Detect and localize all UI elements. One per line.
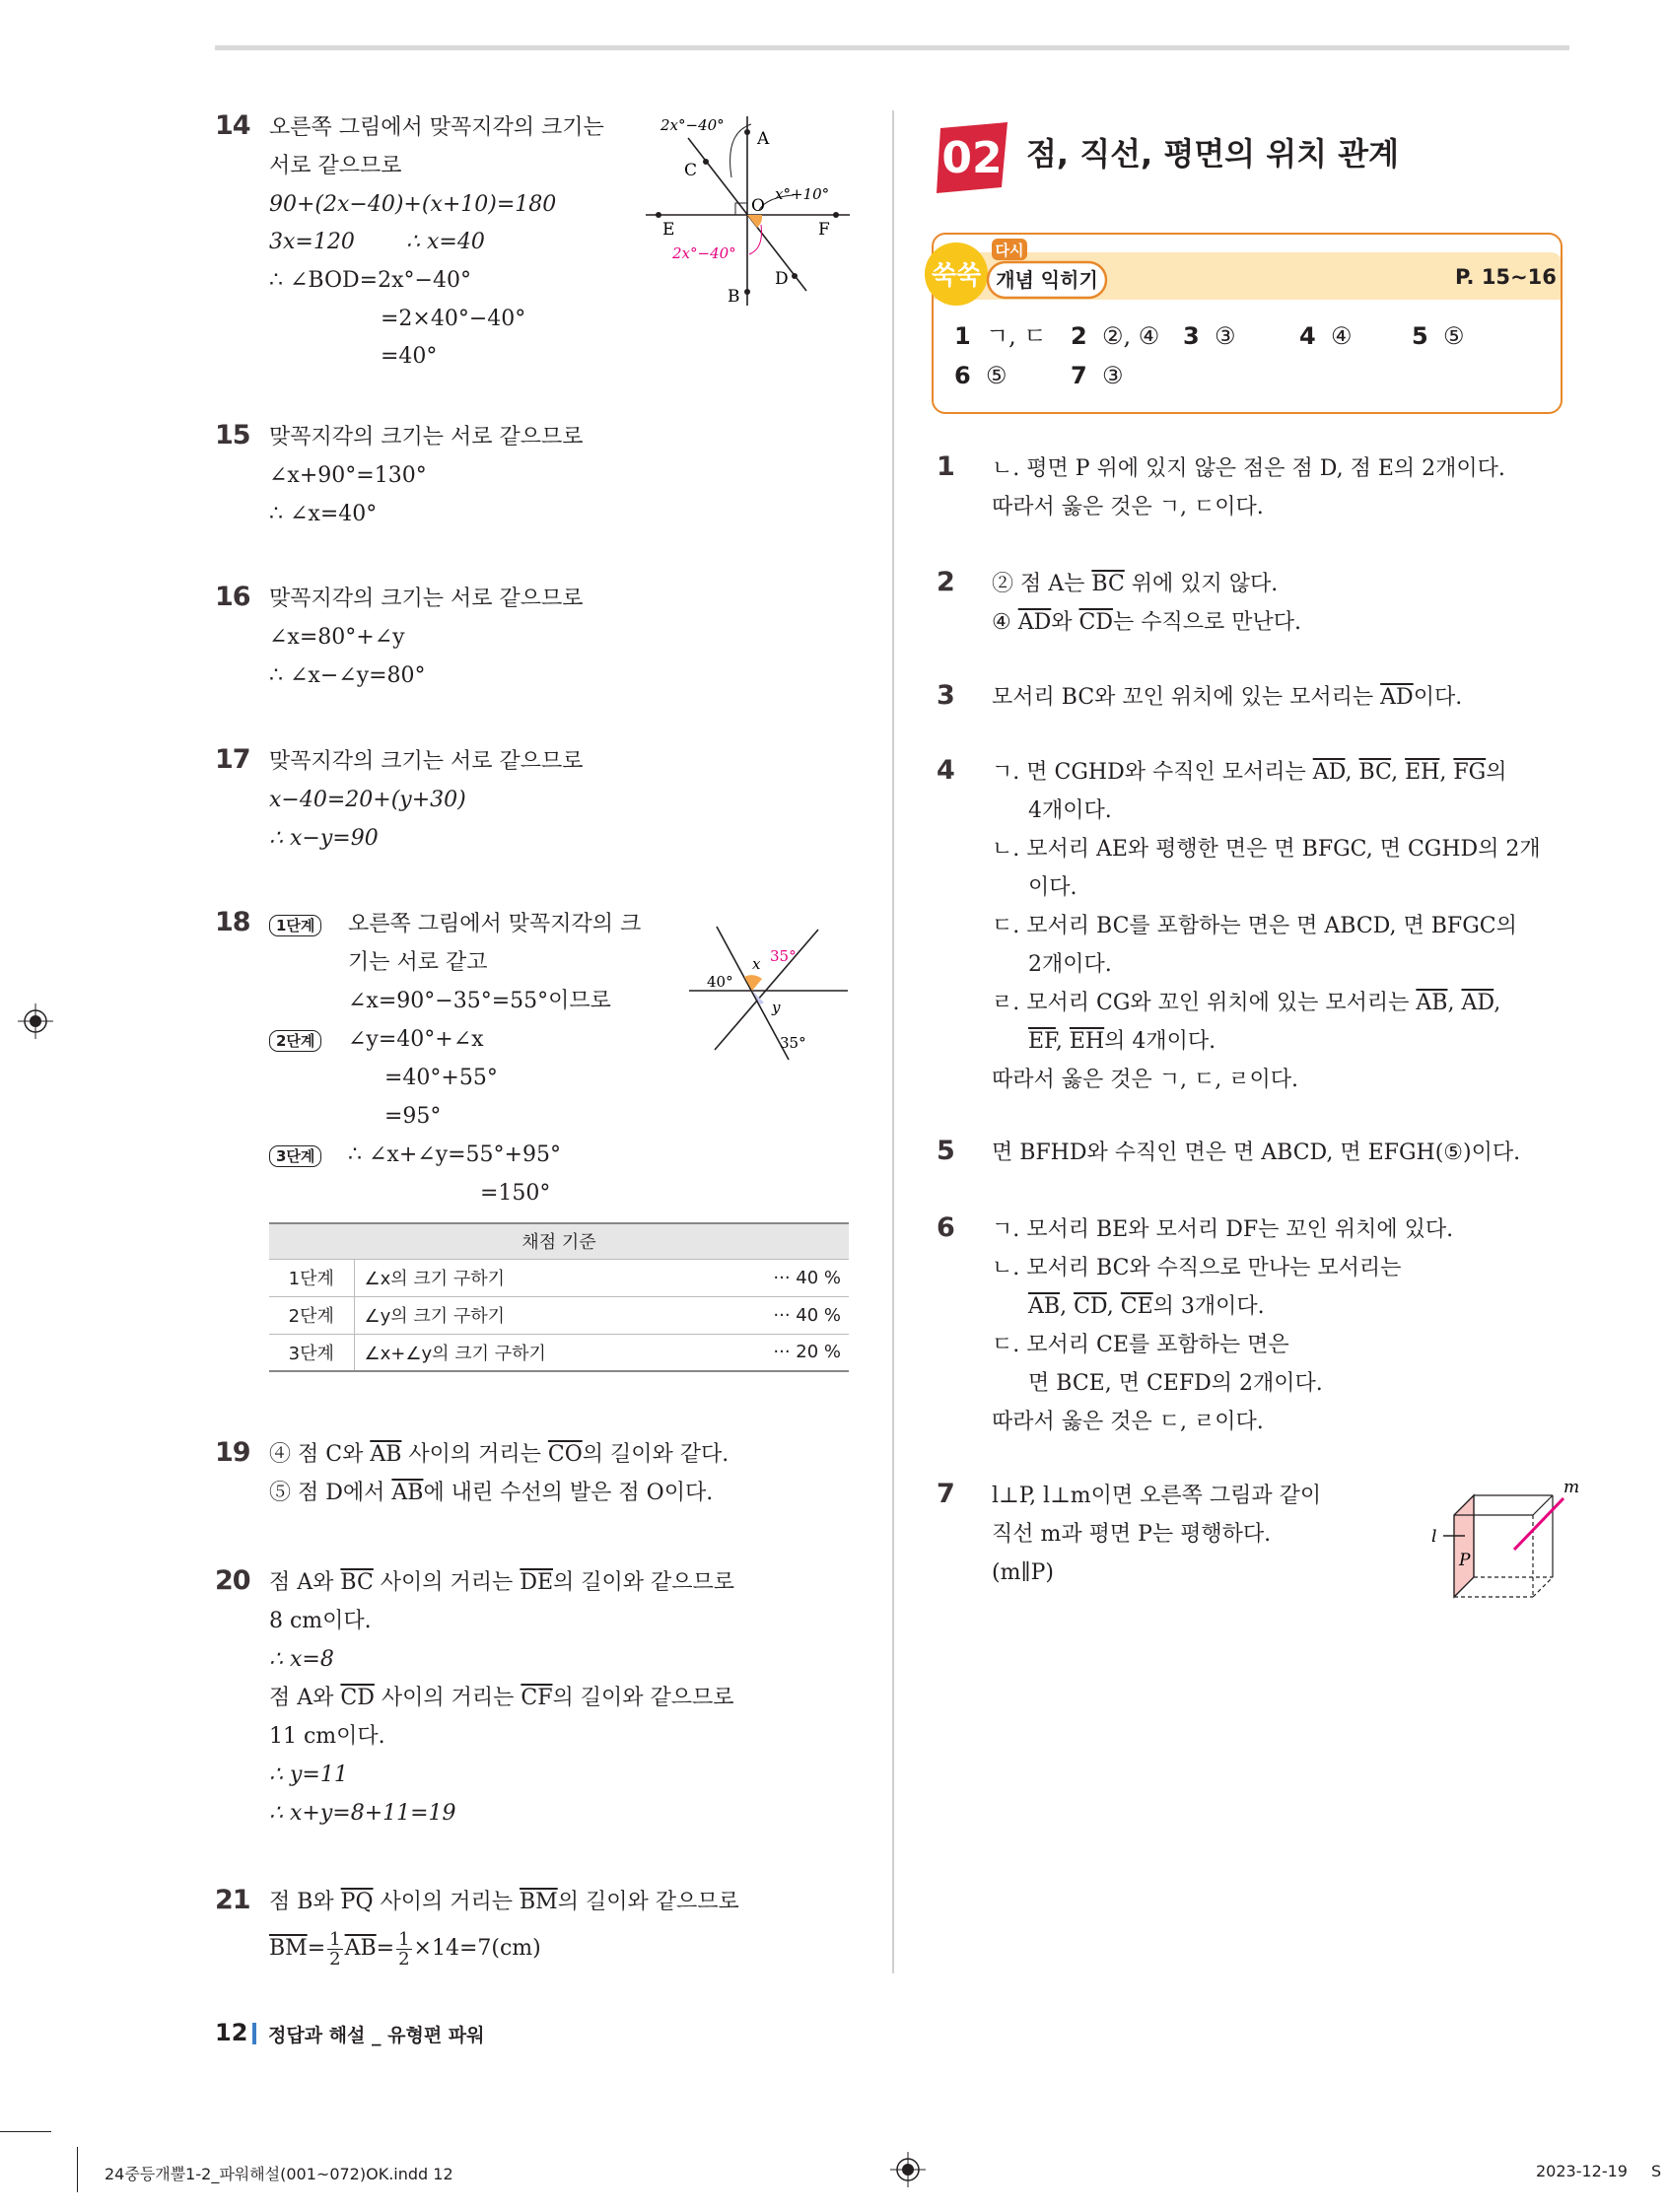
grading-table <box>269 1222 849 1372</box>
label-f: F <box>818 220 830 240</box>
equation-line: ∴ x=8 <box>269 1647 334 1672</box>
print-date: 2023-12-19 <box>1536 2162 1628 2180</box>
angle-label: 2x°−40° <box>672 244 736 262</box>
text-line: ② 점 A는 $\overline{BC}$ 위에 있지 않다. <box>992 572 1279 596</box>
problem-number: 19 <box>215 1437 250 1468</box>
equation-line: 90+(2x−40)+(x+10)=180 <box>269 192 557 217</box>
text-line: 11 cm이다. <box>269 1724 385 1749</box>
label-a: A <box>757 129 770 149</box>
equation-line: =40°+55° <box>384 1066 498 1090</box>
table-row <box>269 1334 849 1371</box>
step-tag: 2단계 <box>269 1030 321 1052</box>
text-line: 면 BFHD와 수직인 면은 면 ABCD, 면 EFGH(⑤)이다. <box>992 1141 1521 1165</box>
file-slug: 24중등개뿔1-2_파워해설(001~072)OK.indd 12 <box>104 2165 453 2183</box>
text-line: 맞꼭지각의 크기는 서로 같으므로 <box>269 425 584 449</box>
registration-mark-icon <box>18 1003 53 1039</box>
answer-item: 2 ②, ④ <box>1071 322 1160 350</box>
badge-label: 쑥쑥 <box>931 261 982 291</box>
equation-line: =150° <box>480 1181 551 1206</box>
angle-label: y <box>772 999 781 1016</box>
step-tag: 3단계 <box>269 1145 321 1167</box>
table-cell: ··· 40 % <box>740 1296 849 1334</box>
problem-number: 1 <box>937 451 954 482</box>
angle-label: x <box>752 955 761 973</box>
section-number-badge <box>933 118 1011 197</box>
text-line: ㄱ. 모서리 BE와 모서리 DF는 꼬인 위치에 있다. <box>992 1217 1454 1242</box>
problem-number: 20 <box>215 1565 250 1596</box>
label-d: D <box>775 269 789 289</box>
problem-number: 14 <box>215 110 250 141</box>
equation-line: $\overline{BM}=$ $\frac{1}{2}$ $\overline{AB}=$ $\frac{1}{2}$ ×14=7(cm) <box>269 1928 541 1970</box>
problem-number: 4 <box>937 755 954 786</box>
text-line: 점 B와 $\overline{PQ}$ 사이의 거리는 $\overline{BM}$의 길이와 같으므로 <box>269 1890 739 1914</box>
table-cell: 3단계 <box>269 1334 354 1371</box>
label-o: O <box>751 196 765 216</box>
table-cell: ∠x의 크기 구하기 <box>354 1259 740 1296</box>
text-line: 맞꼭지각의 크기는 서로 같으므로 <box>269 587 584 611</box>
registration-mark-icon <box>890 2152 926 2187</box>
figure-q7-cube <box>1420 1471 1580 1609</box>
edge-mark: S <box>1651 2162 1662 2180</box>
equation-line: ∴ y=11 <box>269 1763 348 1787</box>
text-line: ④ $\overline{AD}$와 $\overline{CD}$는 수직으로 만난다. <box>992 610 1301 635</box>
equation-line: 3x=120 <box>269 230 355 254</box>
text-line: ㄷ. 모서리 CE를 포함하는 면은 <box>992 1333 1289 1357</box>
angle-label: 2x°−40° <box>660 116 725 134</box>
page-number: 12 <box>215 2019 248 2046</box>
text-line: 기는 서로 같고 <box>348 950 488 975</box>
line-symbol: $\overline{BC}$ <box>340 1570 374 1595</box>
text-line: 서로 같으므로 <box>269 154 402 178</box>
text-line: ㄴ. 평면 P 위에 있지 않은 점은 점 D, 점 E의 2개이다. <box>992 456 1505 481</box>
problem-number: 2 <box>937 567 954 597</box>
line-symbol: $\overline{PQ}$ <box>340 1890 374 1914</box>
angle-label: 35° <box>780 1034 806 1052</box>
answer-item: 6 ⑤ <box>954 362 1008 389</box>
footer-bar <box>252 2023 256 2044</box>
problem-number: 3 <box>937 680 954 711</box>
text-line: 점 A와 $\overline{CD}$ 사이의 거리는 $\overline{CF}$의 길이와 같으므로 <box>269 1686 734 1710</box>
equation-line: ∴ ∠BOD=2x°−40° <box>269 268 471 293</box>
problem-number: 21 <box>215 1885 250 1915</box>
table-header: 채점 기준 <box>269 1223 849 1259</box>
figure-p14 <box>641 108 858 315</box>
table-cell: ··· 40 % <box>740 1259 849 1296</box>
equation-line: ∴ ∠x+∠y=55°+95° <box>348 1142 561 1167</box>
text-line: 오른쪽 그림에서 맞꼭지각의 크기는 <box>269 115 604 140</box>
text-line: ㄴ. 모서리 AE와 평행한 면은 면 BFGC, 면 CGHD의 2개 <box>992 837 1541 862</box>
section-title: 점, 직선, 평면의 위치 관계 <box>1026 135 1399 173</box>
angle-label: 35° <box>770 947 797 965</box>
text-line: ④ 점 C와 $\overline{AB}$ 사이의 거리는 $\overline{CO}$의 길이와 같다. <box>269 1442 730 1467</box>
text-line: $\overline{AB}$, $\overline{CD}$, $\overline{CE}$의 3개이다. <box>1028 1294 1265 1319</box>
problem-number: 7 <box>937 1479 954 1509</box>
table-cell: ··· 20 % <box>740 1334 849 1371</box>
line-symbol: $\overline{BC}$ <box>1091 572 1125 596</box>
step-tag: 1단계 <box>269 915 321 936</box>
text-line: (m∥P) <box>992 1560 1054 1585</box>
problem-number: 5 <box>937 1136 954 1166</box>
text-line: 2개이다. <box>1028 952 1112 977</box>
line-symbol: $\overline{AB}$ <box>391 1481 424 1505</box>
text-line: 오른쪽 그림에서 맞꼭지각의 크 <box>348 912 642 936</box>
answer-item: 7 ③ <box>1071 362 1124 389</box>
text-line: 8 cm이다. <box>269 1609 372 1633</box>
line-symbol: $\overline{CD}$ <box>1078 610 1113 635</box>
text-line: ㄴ. 모서리 BC와 수직으로 만나는 모서리는 <box>992 1256 1402 1280</box>
equation-line: ∴ ∠x−∠y=80° <box>269 663 426 688</box>
label-p: P <box>1459 1551 1471 1570</box>
label-m: m <box>1564 1478 1580 1497</box>
badge-group <box>917 229 1114 308</box>
line-symbol: $\overline{CD}$ <box>340 1686 375 1710</box>
problem-number: 17 <box>215 744 250 775</box>
answer-item: 1 ㄱ, ㄷ <box>954 322 1047 350</box>
text-line: 면 BCE, 면 CEFD의 2개이다. <box>1028 1371 1323 1396</box>
table-row <box>269 1259 849 1296</box>
crop-mark <box>77 2147 78 2192</box>
table-cell: 1단계 <box>269 1259 354 1296</box>
text-line: ㄷ. 모서리 BC를 포함하는 면은 면 ABCD, 면 BFGC의 <box>992 914 1517 938</box>
equation-line: =2×40°−40° <box>381 307 526 331</box>
text-line: 직선 m과 평면 P는 평행하다. <box>992 1522 1272 1547</box>
page-reference: P. 15∼16 <box>1455 265 1557 289</box>
badge-title: 개념 익히기 <box>996 268 1098 292</box>
table-cell: ∠y의 크기 구하기 <box>354 1296 740 1334</box>
figure-p18 <box>685 922 853 1070</box>
text-line: 모서리 BC와 꼬인 위치에 있는 모서리는 $\overline{AD}$이다. <box>992 685 1463 710</box>
angle-label: 40° <box>707 973 733 991</box>
problem-number: 6 <box>937 1212 954 1243</box>
equation-line: ∴ ∠x=40° <box>269 502 378 526</box>
label-e: E <box>662 220 675 240</box>
segment-symbol: $\overline{CF}$ <box>521 1686 553 1710</box>
equation-line: ∠x+90°=130° <box>269 463 427 488</box>
problem-number: 16 <box>215 582 250 612</box>
segment-symbol: $\overline{DE}$ <box>520 1570 554 1595</box>
text-line: ㄱ. 면 CGHD와 수직인 모서리는 $\overline{AD}$, $\overline{BC}$, $\overline{EH}$, $\overline{FG}$의 <box>992 760 1507 785</box>
problem-number: 18 <box>215 907 250 937</box>
text-line: l⊥P, l⊥m이면 오른쪽 그림과 같이 <box>992 1484 1322 1508</box>
equation-line: ∠x=90°−35°=55°이므로 <box>348 989 611 1013</box>
text-line: 따라서 옳은 것은 ㄷ, ㄹ이다. <box>992 1410 1264 1434</box>
equation-line: ∴ x=40 <box>406 230 485 254</box>
angle-label: x°+10° <box>775 185 830 203</box>
section-number: 02 <box>941 133 1003 183</box>
table-row <box>269 1296 849 1334</box>
equation-line: =95° <box>384 1104 442 1129</box>
text-line: 점 A와 $\overline{BC}$ 사이의 거리는 $\overline{DE}$의 길이와 같으므로 <box>269 1570 735 1595</box>
column-divider <box>892 110 894 1973</box>
label-c: C <box>684 161 698 180</box>
equation-line: =40° <box>381 344 438 369</box>
line-symbol: $\overline{AB}$ <box>370 1442 402 1467</box>
label-l: l <box>1431 1527 1437 1547</box>
answer-item: 5 ⑤ <box>1412 322 1465 350</box>
text-line: 맞꼭지각의 크기는 서로 같으므로 <box>269 749 584 774</box>
line-symbol: $\overline{AD}$ <box>1017 610 1052 635</box>
top-rule <box>215 45 1569 50</box>
segment-symbol: $\overline{AD}$ <box>1380 685 1414 710</box>
table-cell: 2단계 <box>269 1296 354 1334</box>
equation-line: ∠y=40°+∠x <box>348 1027 484 1052</box>
text-line: 따라서 옳은 것은 ㄱ, ㄷ이다. <box>992 495 1264 519</box>
segment-symbol: $\overline{BM}$ <box>520 1890 558 1914</box>
text-line: $\overline{EF}$, $\overline{EH}$의 4개이다. <box>1028 1029 1216 1054</box>
equation-line: ∴ x−y=90 <box>269 826 379 851</box>
equation-line: ∴ x+y=8+11=19 <box>269 1801 456 1826</box>
crop-mark <box>0 2131 51 2132</box>
answer-item: 3 ③ <box>1183 322 1236 350</box>
text-line: 이다. <box>1028 875 1077 900</box>
segment-symbol: $\overline{CO}$ <box>547 1442 583 1467</box>
label-b: B <box>728 287 740 307</box>
table-cell: ∠x+∠y의 크기 구하기 <box>354 1334 740 1371</box>
text-line: ㄹ. 모서리 CG와 꼬인 위치에 있는 모서리는 $\overline{AB}$, $\overline{AD}$, <box>992 991 1501 1015</box>
problem-number: 15 <box>215 420 250 450</box>
badge-small: 다시 <box>995 242 1024 259</box>
footer-title: 정답과 해설 _ 유형편 파워 <box>268 2025 485 2046</box>
text-line: 따라서 옳은 것은 ㄱ, ㄷ, ㄹ이다. <box>992 1068 1298 1092</box>
text-line: ⑤ 점 D에서 $\overline{AB}$에 내린 수선의 발은 점 O이다. <box>269 1481 714 1505</box>
answer-item: 4 ④ <box>1299 322 1353 350</box>
equation-line: ∠x=80°+∠y <box>269 625 405 650</box>
equation-line: x−40=20+(y+30) <box>269 788 466 812</box>
text-line: 4개이다. <box>1028 798 1112 823</box>
